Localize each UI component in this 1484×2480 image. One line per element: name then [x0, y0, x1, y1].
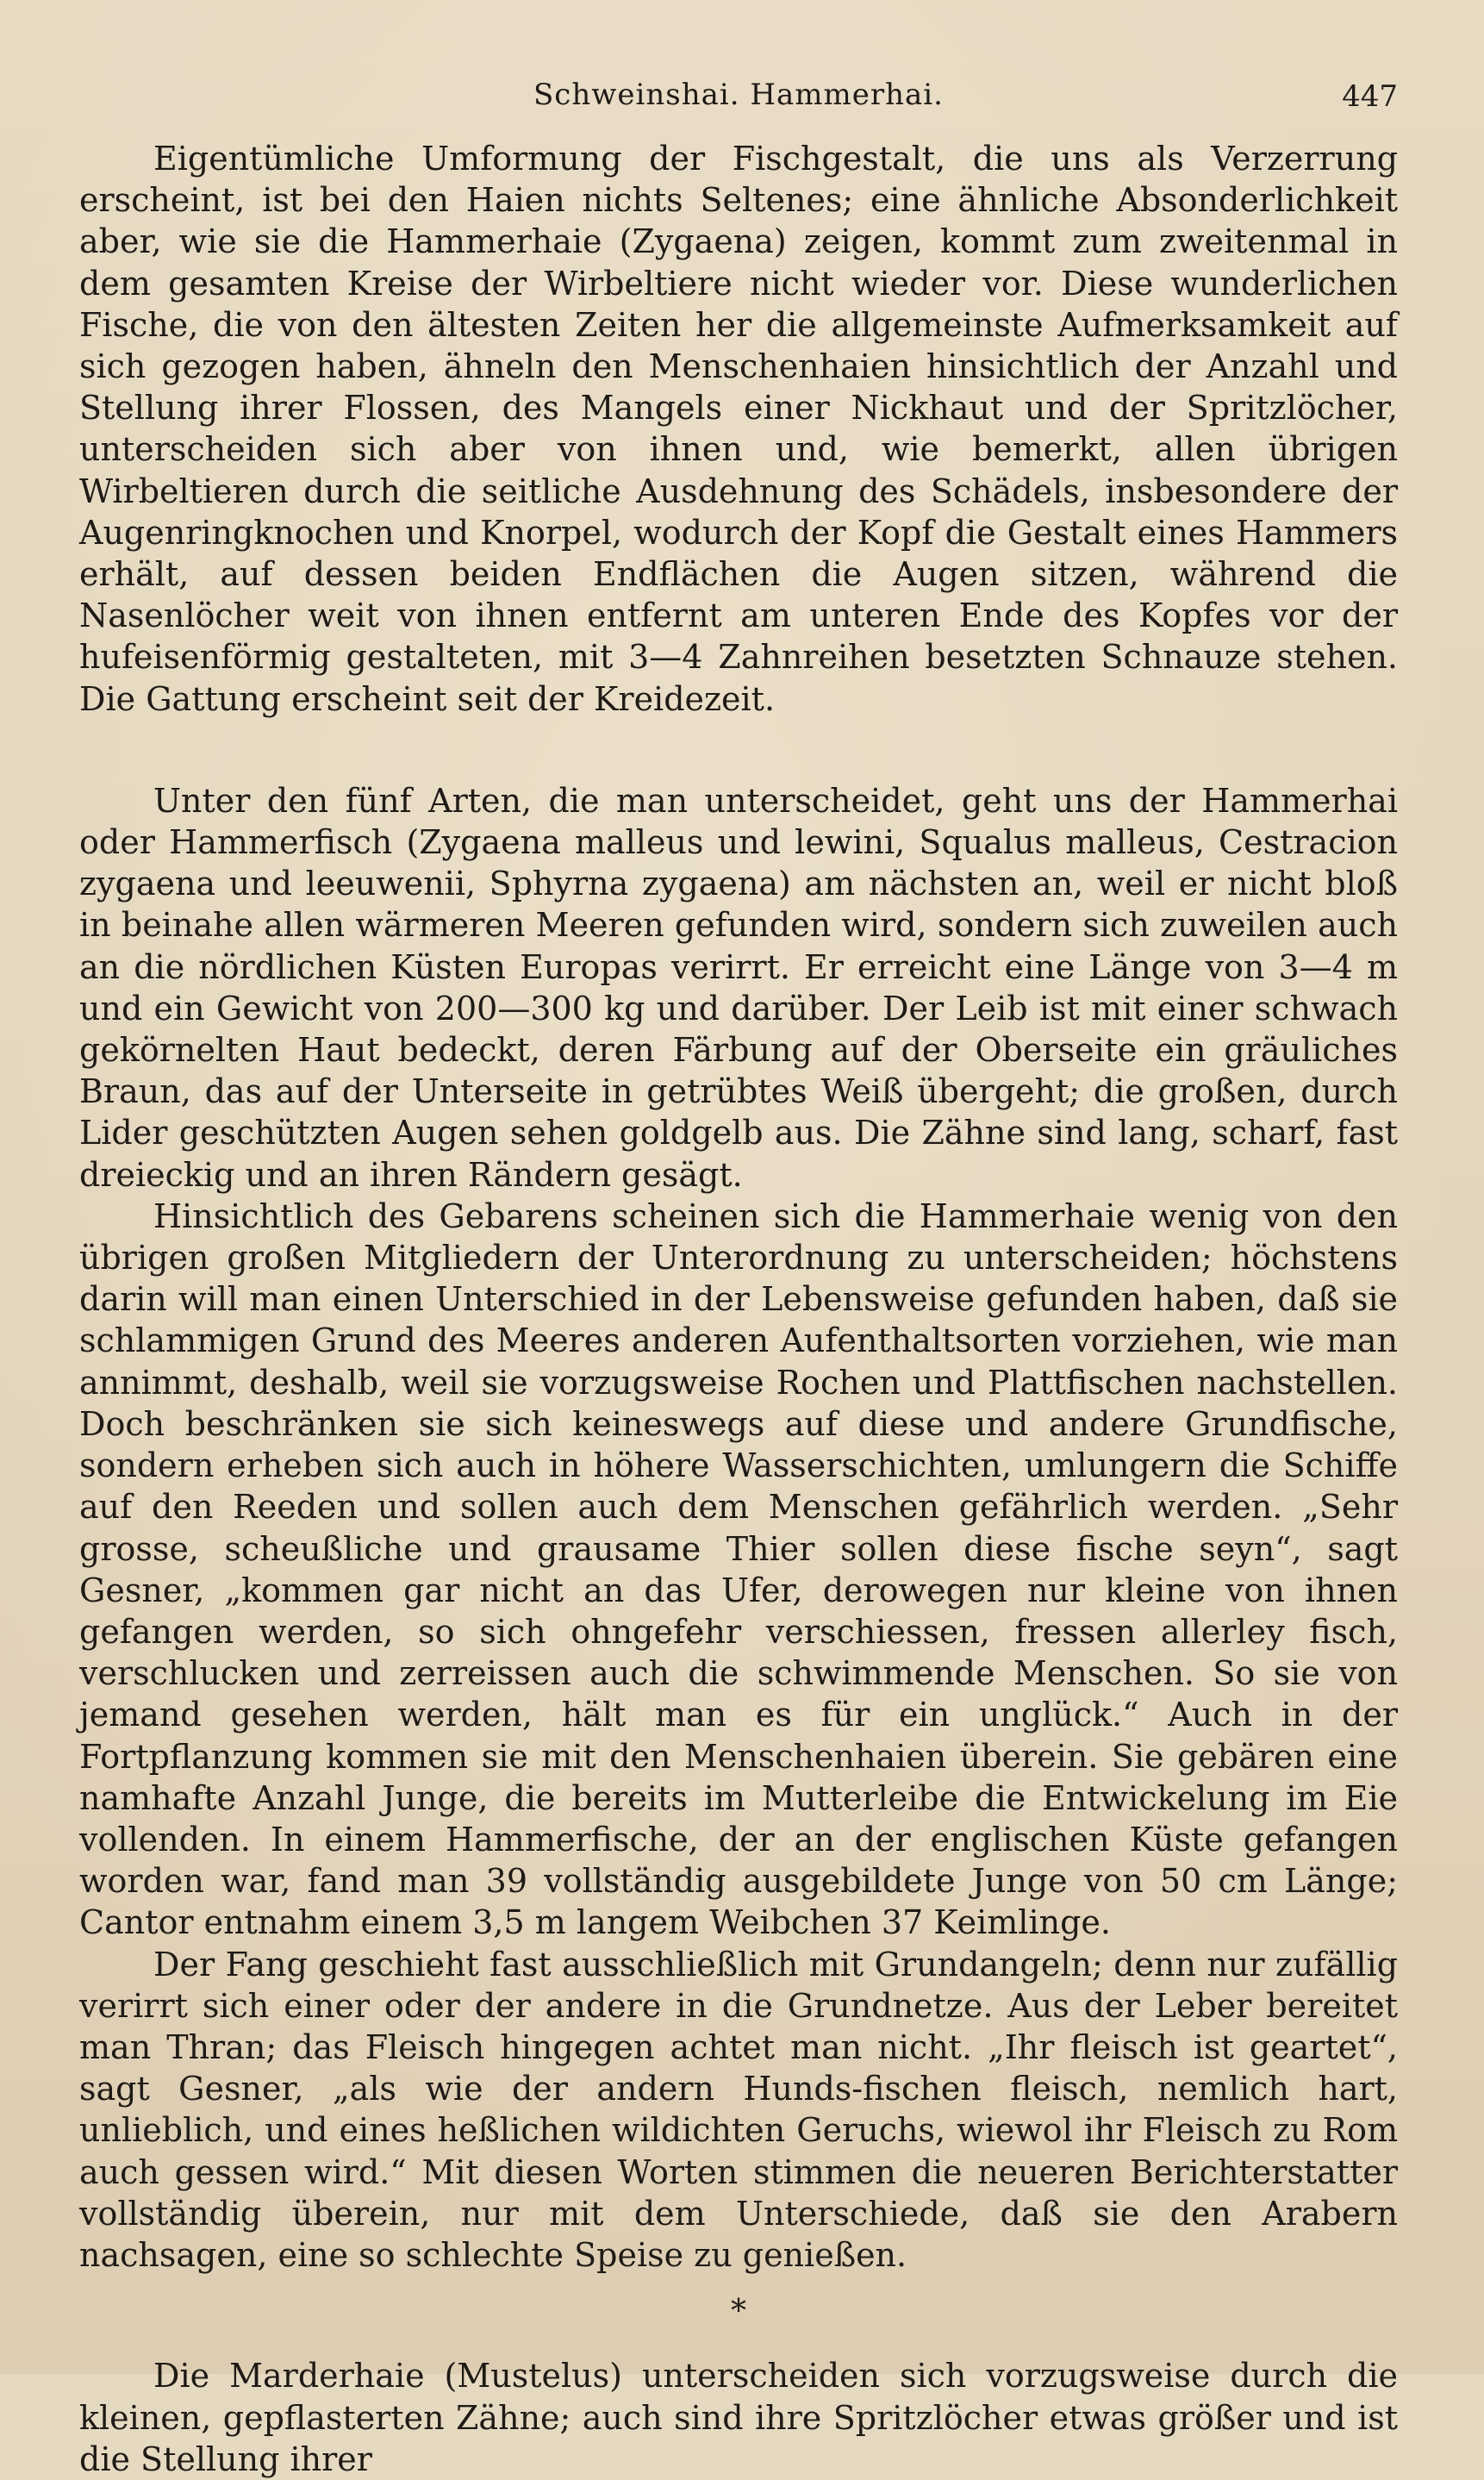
section-separator: *: [731, 2294, 746, 2330]
paragraph-species: Unter den fünf Arten, die man unterscheidet, geht uns der Hammerhai oder Hammerfisch (Zygaena malleus und lewini, Squalus malleus, Cestracion zygaena und leeuwenii, Sphyrna zygaena) am nächsten an, weil er nicht bloß in beinahe allen wärmeren Meeren gefunden wird, sondern sich zuweilen auch an die nördlichen Küsten Europas verirrt. Er erreicht eine Länge von 3—4 m und ein Gewicht von 200—300 kg und darüber. Der Leib ist mit einer schwach gekörnelten Haut bedeckt, deren Färbung auf der Oberseite ein gräuliches Braun, das auf der Unterseite in getrübtes Weiß übergeht; die großen, durch Lider geschützten Augen sehen goldgelb aus. Die Zähne sind lang, scharf, fast dreieckig und an ihren Rändern gesägt.: [79, 781, 1398, 1194]
body-text: [79, 138, 1398, 2480]
paragraph-gap: [79, 720, 1398, 780]
paragraph-behaviour: Hinsichtlich des Gebarens scheinen sich die Hammerhaie wenig von den übrigen großen Mitgliedern der Unterordnung zu unterscheiden; höchstens darin will man einen Unterschied in der Lebensweise gefunden haben, daß sie schlammigen Grund des Meeres anderen Aufenthaltsorten vorziehen, wie man annimmt, deshalb, weil sie vorzugsweise Rochen und Plattfischen nachstellen. Doch beschränken sie sich keineswegs auf diese und andere Grundfische, sondern erheben sich auch in höhere Wasserschichten, umlungern die Schiffe auf den Reeden und sollen auch dem Menschen gefährlich werden. „Sehr grosse, scheußliche und grausame Thier sollen diese fische seyn“, sagt Gesner, „kommen gar nicht an das Ufer, derowegen nur kleine von ihnen gefangen werden, so sich ohngefehr verschiessen, fressen allerley fisch, verschlucken und zerreissen auch die schwimmende Menschen. So sie von jemand gesehen werden, hält man es für ein unglück.“ Auch in der Fortpflanzung kommen sie mit den Menschenhaien überein. Sie gebären eine namhafte Anzahl Junge, die bereits im Mutterleibe die Entwickelung im Eie vollenden. In einem Hammerfische, der an der englischen Küste gefangen worden war, fand man 39 vollständig ausgebildete Junge von 50 cm Länge; Cantor entnahm einem 3,5 m langem Weibchen 37 Keimlinge.: [79, 1196, 1398, 1942]
page-header: [79, 78, 1398, 129]
page-number: 447: [1342, 79, 1398, 114]
paragraph-hammerhead-intro: Eigentümliche Umformung der Fischgestalt, die uns als Verzerrung erscheint, ist bei den Haien nichts Seltenes; eine ähnliche Absonderlichkeit aber, wie sie die Hammerhaie (Zygaena) zeigen, kommt zum zweitenmal in dem gesamten Kreise der Wirbeltiere nicht wieder vor. Diese wunderlichen Fische, die von den ältesten Zeiten her die allgemeinste Aufmerksamkeit auf sich gezogen haben, ähneln den Menschenhaien hinsichtlich der Anzahl und Stellung ihrer Flossen, des Mangels einer Nickhaut und der Spritzlöcher, unterscheiden sich aber von ihnen und, wie bemerkt, allen übrigen Wirbeltieren durch die seitliche Ausdehnung des Schädels, insbesondere der Augenringknochen und Knorpel, wodurch der Kopf die Gestalt eines Hammers erhält, auf dessen beiden Endflächen die Augen sitzen, während die Nasenlöcher weit von ihnen entfernt am unteren Ende des Kopfes vor der hufeisenförmig gestalteten, mit 3—4 Zahnreihen besetzten Schnauze stehen. Die Gattung erscheint seit der Kreidezeit.: [79, 140, 1398, 718]
paragraph-marderhaie: Die Marderhaie (Mustelus) unterscheiden sich vorzugsweise durch die kleinen, gepflasterten Zähne; auch sind ihre Spritzlöcher etwas größer und ist die Stellung ihrer: [79, 2357, 1398, 2478]
paragraph-fishing: Der Fang geschieht fast ausschließlich mit Grundangeln; denn nur zufällig verirrt sich einer oder der andere in die Grundnetze. Aus der Leber bereitet man Thran; das Fleisch hingegen achtet man nicht. „Ihr fleisch ist geartet“, sagt Gesner, „als wie der andern Hunds-fischen fleisch, nemlich hart, unlieblich, und eines heßlichen wildichten Geruchs, wiewol ihr Fleisch zu Rom auch gessen wird.“ Mit diesen Worten stimmen die neueren Berichterstatter vollständig überein, nur mit dem Unterschiede, daß sie den Arabern nachsagen, eine so schlechte Speise zu genießen.: [79, 1945, 1398, 2274]
running-head: Schweinshai. Hammerhai.: [533, 78, 944, 112]
